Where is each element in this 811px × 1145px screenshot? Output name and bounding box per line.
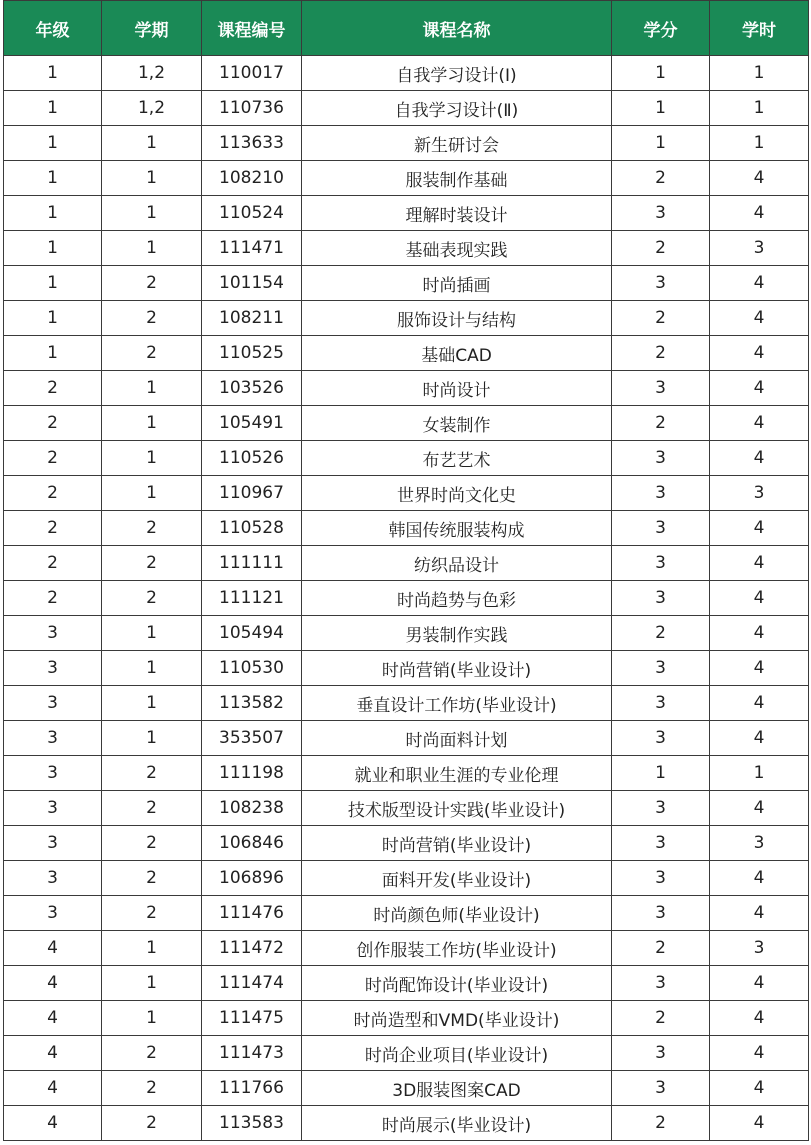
cell-year: 4: [4, 931, 102, 966]
cell-course-code: 113583: [202, 1106, 302, 1141]
cell-year: 2: [4, 371, 102, 406]
cell-year: 3: [4, 896, 102, 931]
cell-course-code: 111474: [202, 966, 302, 1001]
cell-year: 1: [4, 266, 102, 301]
cell-year: 2: [4, 476, 102, 511]
cell-year: 4: [4, 1036, 102, 1071]
cell-credits: 3: [612, 476, 710, 511]
cell-credits: 3: [612, 651, 710, 686]
table-row: [4, 161, 809, 196]
cell-credits: 3: [612, 966, 710, 1001]
cell-year: 2: [4, 581, 102, 616]
cell-credits: 1: [612, 126, 710, 161]
cell-hours: 4: [710, 511, 809, 546]
cell-semester: 1: [102, 231, 202, 266]
cell-year: 2: [4, 511, 102, 546]
course-table: [3, 0, 809, 1141]
table-row: [4, 56, 809, 91]
cell-hours: 4: [710, 336, 809, 371]
cell-course-name: 3D服装图案CAD: [302, 1071, 612, 1106]
table-row: [4, 91, 809, 126]
cell-hours: 3: [710, 476, 809, 511]
table-row: [4, 1001, 809, 1036]
cell-credits: 2: [612, 231, 710, 266]
cell-course-code: 105494: [202, 616, 302, 651]
cell-year: 1: [4, 231, 102, 266]
cell-credits: 2: [612, 406, 710, 441]
cell-semester: 1: [102, 441, 202, 476]
cell-course-code: 108238: [202, 791, 302, 826]
cell-year: 3: [4, 721, 102, 756]
cell-course-code: 110524: [202, 196, 302, 231]
cell-year: 4: [4, 1001, 102, 1036]
cell-course-code: 110528: [202, 511, 302, 546]
cell-credits: 3: [612, 721, 710, 756]
cell-semester: 1: [102, 966, 202, 1001]
cell-course-name: 时尚插画: [302, 266, 612, 301]
cell-hours: 4: [710, 266, 809, 301]
header-credits: 学分: [612, 1, 710, 56]
cell-hours: 4: [710, 196, 809, 231]
cell-course-code: 110526: [202, 441, 302, 476]
cell-semester: 2: [102, 791, 202, 826]
course-table-container: [3, 0, 809, 1141]
cell-hours: 4: [710, 616, 809, 651]
table-row: [4, 861, 809, 896]
cell-course-name: 基础表现实践: [302, 231, 612, 266]
cell-semester: 1: [102, 1001, 202, 1036]
cell-semester: 2: [102, 1106, 202, 1141]
cell-course-code: 111473: [202, 1036, 302, 1071]
cell-credits: 3: [612, 896, 710, 931]
cell-semester: 1,2: [102, 91, 202, 126]
cell-course-name: 面料开发(毕业设计): [302, 861, 612, 896]
cell-year: 1: [4, 56, 102, 91]
cell-hours: 4: [710, 581, 809, 616]
cell-semester: 1: [102, 721, 202, 756]
header-course-name: 课程名称: [302, 1, 612, 56]
cell-year: 1: [4, 91, 102, 126]
cell-course-name: 女装制作: [302, 406, 612, 441]
cell-course-code: 353507: [202, 721, 302, 756]
cell-semester: 1: [102, 686, 202, 721]
table-header-row: [4, 1, 809, 56]
cell-course-name: 时尚面料计划: [302, 721, 612, 756]
cell-credits: 3: [612, 826, 710, 861]
cell-course-name: 时尚颜色师(毕业设计): [302, 896, 612, 931]
cell-course-code: 111471: [202, 231, 302, 266]
cell-credits: 3: [612, 511, 710, 546]
cell-credits: 3: [612, 546, 710, 581]
cell-credits: 2: [612, 1106, 710, 1141]
cell-credits: 1: [612, 56, 710, 91]
cell-course-name: 基础CAD: [302, 336, 612, 371]
cell-hours: 1: [710, 756, 809, 791]
cell-course-code: 111198: [202, 756, 302, 791]
table-row: [4, 966, 809, 1001]
cell-year: 3: [4, 686, 102, 721]
cell-hours: 3: [710, 826, 809, 861]
table-row: [4, 336, 809, 371]
table-row: [4, 546, 809, 581]
cell-course-code: 113582: [202, 686, 302, 721]
cell-credits: 3: [612, 686, 710, 721]
cell-course-code: 110525: [202, 336, 302, 371]
cell-year: 1: [4, 336, 102, 371]
cell-credits: 3: [612, 371, 710, 406]
cell-course-name: 时尚企业项目(毕业设计): [302, 1036, 612, 1071]
cell-course-code: 111111: [202, 546, 302, 581]
table-row: [4, 721, 809, 756]
table-row: [4, 756, 809, 791]
cell-course-code: 105491: [202, 406, 302, 441]
header-year: 年级: [4, 1, 102, 56]
table-row: [4, 126, 809, 161]
cell-hours: 4: [710, 896, 809, 931]
cell-hours: 4: [710, 721, 809, 756]
table-row: [4, 581, 809, 616]
cell-hours: 1: [710, 91, 809, 126]
table-body: [4, 56, 809, 1141]
cell-hours: 4: [710, 371, 809, 406]
cell-semester: 1: [102, 651, 202, 686]
header-course-code: 课程编号: [202, 1, 302, 56]
cell-course-name: 时尚配饰设计(毕业设计): [302, 966, 612, 1001]
cell-course-code: 111472: [202, 931, 302, 966]
cell-course-name: 纺织品设计: [302, 546, 612, 581]
cell-semester: 1: [102, 161, 202, 196]
cell-credits: 3: [612, 196, 710, 231]
cell-year: 1: [4, 161, 102, 196]
cell-course-code: 110530: [202, 651, 302, 686]
cell-credits: 3: [612, 1071, 710, 1106]
cell-course-code: 111475: [202, 1001, 302, 1036]
cell-hours: 4: [710, 441, 809, 476]
cell-hours: 4: [710, 1036, 809, 1071]
cell-course-name: 时尚营销(毕业设计): [302, 651, 612, 686]
cell-course-name: 时尚趋势与色彩: [302, 581, 612, 616]
cell-year: 3: [4, 651, 102, 686]
cell-hours: 4: [710, 406, 809, 441]
cell-hours: 4: [710, 686, 809, 721]
cell-hours: 4: [710, 301, 809, 336]
cell-year: 4: [4, 1071, 102, 1106]
cell-course-code: 110736: [202, 91, 302, 126]
table-row: [4, 826, 809, 861]
cell-semester: 1: [102, 196, 202, 231]
cell-semester: 1,2: [102, 56, 202, 91]
table-row: [4, 896, 809, 931]
cell-year: 1: [4, 196, 102, 231]
cell-hours: 4: [710, 966, 809, 1001]
cell-course-code: 101154: [202, 266, 302, 301]
cell-course-name: 就业和职业生涯的专业伦理: [302, 756, 612, 791]
cell-course-name: 服饰设计与结构: [302, 301, 612, 336]
cell-course-name: 布艺艺术: [302, 441, 612, 476]
cell-course-name: 自我学习设计(Ⅱ): [302, 91, 612, 126]
cell-credits: 3: [612, 1036, 710, 1071]
cell-year: 1: [4, 301, 102, 336]
cell-year: 2: [4, 441, 102, 476]
cell-credits: 2: [612, 301, 710, 336]
cell-semester: 1: [102, 616, 202, 651]
table-row: [4, 931, 809, 966]
cell-credits: 2: [612, 931, 710, 966]
cell-year: 1: [4, 126, 102, 161]
cell-course-name: 新生研讨会: [302, 126, 612, 161]
table-row: [4, 686, 809, 721]
cell-year: 3: [4, 791, 102, 826]
table-row: [4, 791, 809, 826]
cell-hours: 4: [710, 861, 809, 896]
cell-hours: 4: [710, 1001, 809, 1036]
cell-year: 2: [4, 406, 102, 441]
table-row: [4, 441, 809, 476]
cell-hours: 4: [710, 1106, 809, 1141]
cell-course-name: 男装制作实践: [302, 616, 612, 651]
cell-year: 3: [4, 861, 102, 896]
cell-credits: 2: [612, 161, 710, 196]
header-semester: 学期: [102, 1, 202, 56]
cell-semester: 2: [102, 546, 202, 581]
cell-hours: 4: [710, 546, 809, 581]
cell-semester: 1: [102, 931, 202, 966]
cell-hours: 4: [710, 651, 809, 686]
table-row: [4, 1106, 809, 1141]
cell-course-name: 时尚设计: [302, 371, 612, 406]
cell-course-name: 世界时尚文化史: [302, 476, 612, 511]
cell-semester: 2: [102, 581, 202, 616]
cell-course-name: 自我学习设计(Ⅰ): [302, 56, 612, 91]
cell-course-name: 垂直设计工作坊(毕业设计): [302, 686, 612, 721]
table-row: [4, 1036, 809, 1071]
table-row: [4, 266, 809, 301]
cell-course-name: 时尚造型和VMD(毕业设计): [302, 1001, 612, 1036]
cell-semester: 2: [102, 756, 202, 791]
table-row: [4, 196, 809, 231]
header-hours: 学时: [710, 1, 809, 56]
table-row: [4, 511, 809, 546]
cell-credits: 3: [612, 441, 710, 476]
cell-semester: 2: [102, 336, 202, 371]
cell-course-name: 创作服装工作坊(毕业设计): [302, 931, 612, 966]
cell-hours: 3: [710, 931, 809, 966]
table-row: [4, 1071, 809, 1106]
cell-course-code: 103526: [202, 371, 302, 406]
cell-semester: 2: [102, 266, 202, 301]
cell-hours: 4: [710, 1071, 809, 1106]
table-row: [4, 651, 809, 686]
cell-course-name: 服装制作基础: [302, 161, 612, 196]
table-row: [4, 616, 809, 651]
cell-credits: 3: [612, 791, 710, 826]
table-row: [4, 301, 809, 336]
cell-year: 4: [4, 1106, 102, 1141]
cell-semester: 1: [102, 126, 202, 161]
cell-course-code: 111476: [202, 896, 302, 931]
cell-semester: 1: [102, 371, 202, 406]
cell-hours: 1: [710, 126, 809, 161]
table-row: [4, 231, 809, 266]
table-row: [4, 371, 809, 406]
cell-year: 3: [4, 616, 102, 651]
cell-semester: 1: [102, 476, 202, 511]
cell-semester: 1: [102, 406, 202, 441]
cell-hours: 1: [710, 56, 809, 91]
cell-year: 2: [4, 546, 102, 581]
cell-course-name: 时尚展示(毕业设计): [302, 1106, 612, 1141]
cell-credits: 3: [612, 581, 710, 616]
cell-semester: 2: [102, 896, 202, 931]
cell-semester: 2: [102, 301, 202, 336]
cell-course-code: 106846: [202, 826, 302, 861]
table-row: [4, 476, 809, 511]
cell-hours: 4: [710, 791, 809, 826]
cell-course-code: 106896: [202, 861, 302, 896]
cell-year: 4: [4, 966, 102, 1001]
cell-credits: 2: [612, 336, 710, 371]
cell-credits: 1: [612, 756, 710, 791]
cell-course-name: 技术版型设计实践(毕业设计): [302, 791, 612, 826]
cell-hours: 4: [710, 161, 809, 196]
cell-semester: 2: [102, 826, 202, 861]
cell-credits: 3: [612, 861, 710, 896]
cell-credits: 2: [612, 1001, 710, 1036]
cell-semester: 2: [102, 861, 202, 896]
cell-semester: 2: [102, 1071, 202, 1106]
cell-course-code: 111766: [202, 1071, 302, 1106]
cell-course-name: 韩国传统服装构成: [302, 511, 612, 546]
cell-course-code: 108210: [202, 161, 302, 196]
cell-credits: 1: [612, 91, 710, 126]
cell-course-code: 111121: [202, 581, 302, 616]
cell-course-name: 时尚营销(毕业设计): [302, 826, 612, 861]
cell-course-code: 108211: [202, 301, 302, 336]
cell-hours: 3: [710, 231, 809, 266]
cell-course-code: 110017: [202, 56, 302, 91]
cell-semester: 2: [102, 511, 202, 546]
cell-course-code: 110967: [202, 476, 302, 511]
cell-course-code: 113633: [202, 126, 302, 161]
cell-year: 3: [4, 826, 102, 861]
cell-semester: 2: [102, 1036, 202, 1071]
cell-credits: 3: [612, 266, 710, 301]
cell-year: 3: [4, 756, 102, 791]
cell-course-name: 理解时装设计: [302, 196, 612, 231]
table-row: [4, 406, 809, 441]
cell-credits: 2: [612, 616, 710, 651]
